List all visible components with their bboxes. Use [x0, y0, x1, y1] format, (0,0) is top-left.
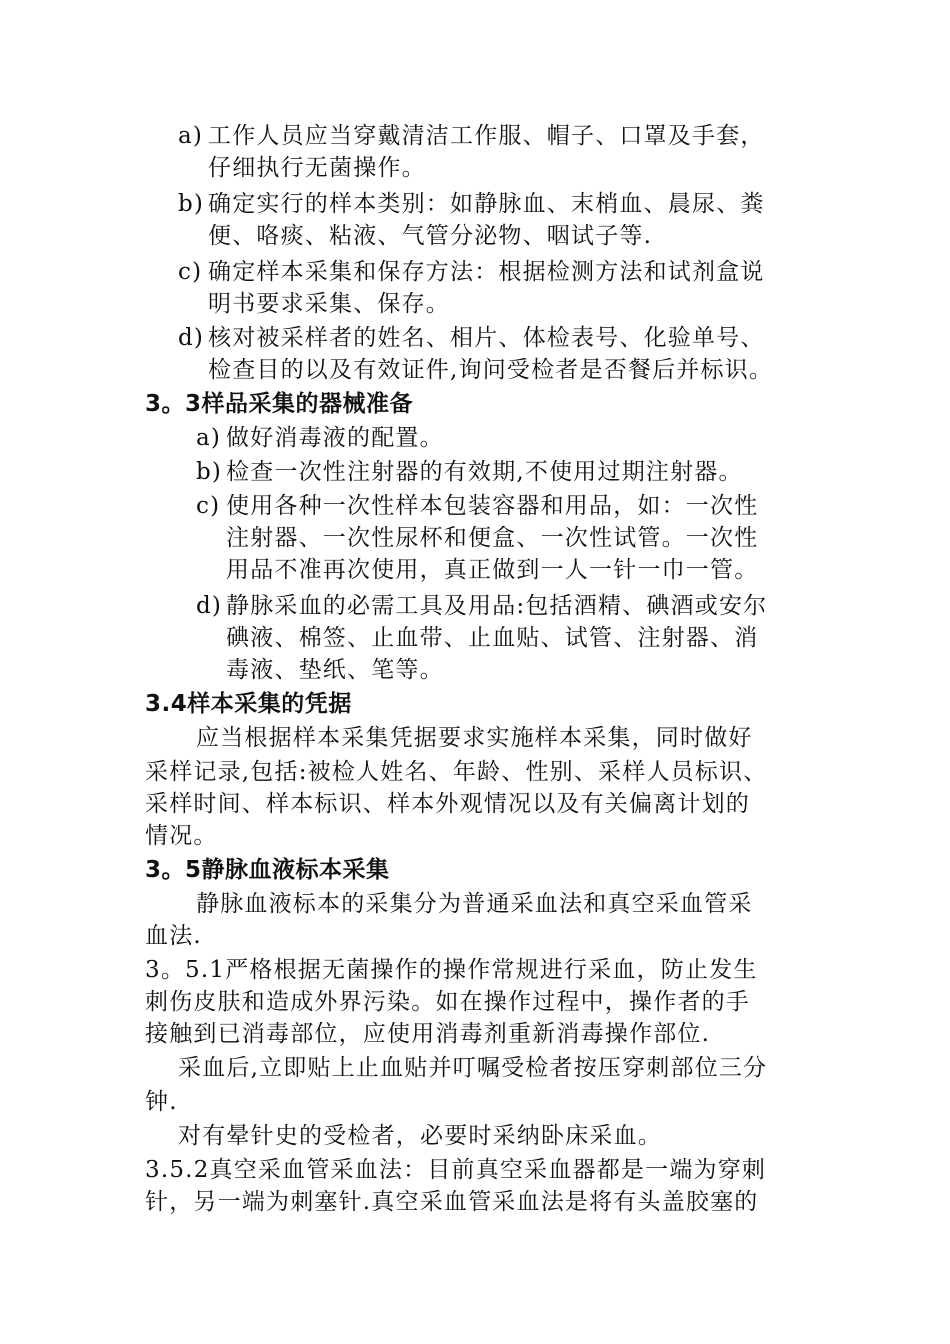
paragraph-line: 采样记录,包括:被检人姓名、年龄、性别、采样人员标识、: [145, 759, 768, 785]
list-item-d-cont: 碘液、棉签、止血带、止血贴、试管、注射器、消: [226, 625, 759, 651]
list-item-c-cont: 注射器、一次性尿杯和便盒、一次性试管。一次性: [226, 525, 759, 551]
paragraph-line: 应当根据样本采集凭据要求实施样本采集，同时做好: [196, 725, 753, 751]
list-item-d-cont: 检查目的以及有效证件,询问受检者是否餐后并标识。: [208, 357, 774, 383]
list-marker: c): [196, 493, 221, 519]
paragraph-line: 3。5.1严格根据无菌操作的操作常规进行采血，防止发生: [145, 957, 758, 983]
list-item-d: d) 静脉采血的必需工具及用品:包括酒精、碘酒或安尔: [196, 590, 767, 622]
list-item-d-cont: 毒液、垫纸、笔等。: [226, 657, 444, 683]
list-marker: b): [178, 191, 205, 217]
paragraph-line: 对有晕针史的受检者，必要时采纳卧床采血。: [178, 1123, 662, 1149]
list-item-a: a) 工作人员应当穿戴清洁工作服、帽子、口罩及手套，: [178, 120, 765, 152]
section-heading-3-4: 3.4样本采集的凭据: [145, 691, 352, 717]
list-marker: d): [196, 593, 223, 619]
list-item-c: c) 使用各种一次性样本包装容器和用品，如：一次性: [196, 490, 758, 522]
list-marker: a): [196, 425, 222, 451]
list-marker: a): [178, 123, 204, 149]
list-item-c-cont: 明书要求采集、保存。: [208, 291, 450, 317]
paragraph-line: 刺伤皮肤和造成外界污染。如在操作过程中，操作者的手: [145, 989, 750, 1015]
paragraph-line: 钟.: [145, 1089, 178, 1115]
list-item-a: a) 做好消毒液的配置。: [196, 422, 444, 454]
list-item-c: c) 确定样本采集和保存方法：根据检测方法和试剂盒说: [178, 256, 765, 288]
paragraph-line: 血法.: [145, 923, 202, 949]
paragraph-line: 接触到已消毒部位，应使用消毒剂重新消毒操作部位.: [145, 1021, 711, 1047]
section-heading-3-3: 3。3样品采集的器械准备: [145, 391, 414, 417]
paragraph-line: 静脉血液标本的采集分为普通采血法和真空采血管采: [196, 891, 753, 917]
paragraph-line: 情况。: [145, 823, 218, 849]
list-item-c-cont: 用品不准再次使用，真正做到一人一针一巾一管。: [226, 557, 759, 583]
paragraph-line: 采血后,立即贴上止血贴并叮嘱受检者按压穿刺部位三分: [178, 1055, 768, 1081]
paragraph-line: 采样时间、样本标识、样本外观情况以及有关偏离计划的: [145, 791, 750, 817]
list-item-b: b) 确定实行的样本类别：如静脉血、末梢血、晨尿、粪: [178, 188, 765, 220]
paragraph-line: 3.5.2真空采血管采血法：目前真空采血器都是一端为穿刺: [145, 1157, 767, 1183]
list-marker: c): [178, 259, 203, 285]
list-item-a-cont: 仔细执行无菌操作。: [208, 155, 426, 181]
list-marker: b): [196, 459, 223, 485]
list-item-d: d) 核对被采样者的姓名、相片、体检表号、化验单号、: [178, 322, 765, 354]
list-marker: d): [178, 325, 205, 351]
list-item-b-cont: 便、咯痰、粘液、气管分泌物、咽试子等.: [208, 223, 653, 249]
paragraph-line: 针，另一端为刺塞针.真空采血管采血法是将有头盖胶塞的: [145, 1189, 759, 1215]
list-item-b: b) 检查一次性注射器的有效期,不使用过期注射器。: [196, 456, 743, 488]
section-heading-3-5: 3。5静脉血液标本采集: [145, 857, 390, 883]
